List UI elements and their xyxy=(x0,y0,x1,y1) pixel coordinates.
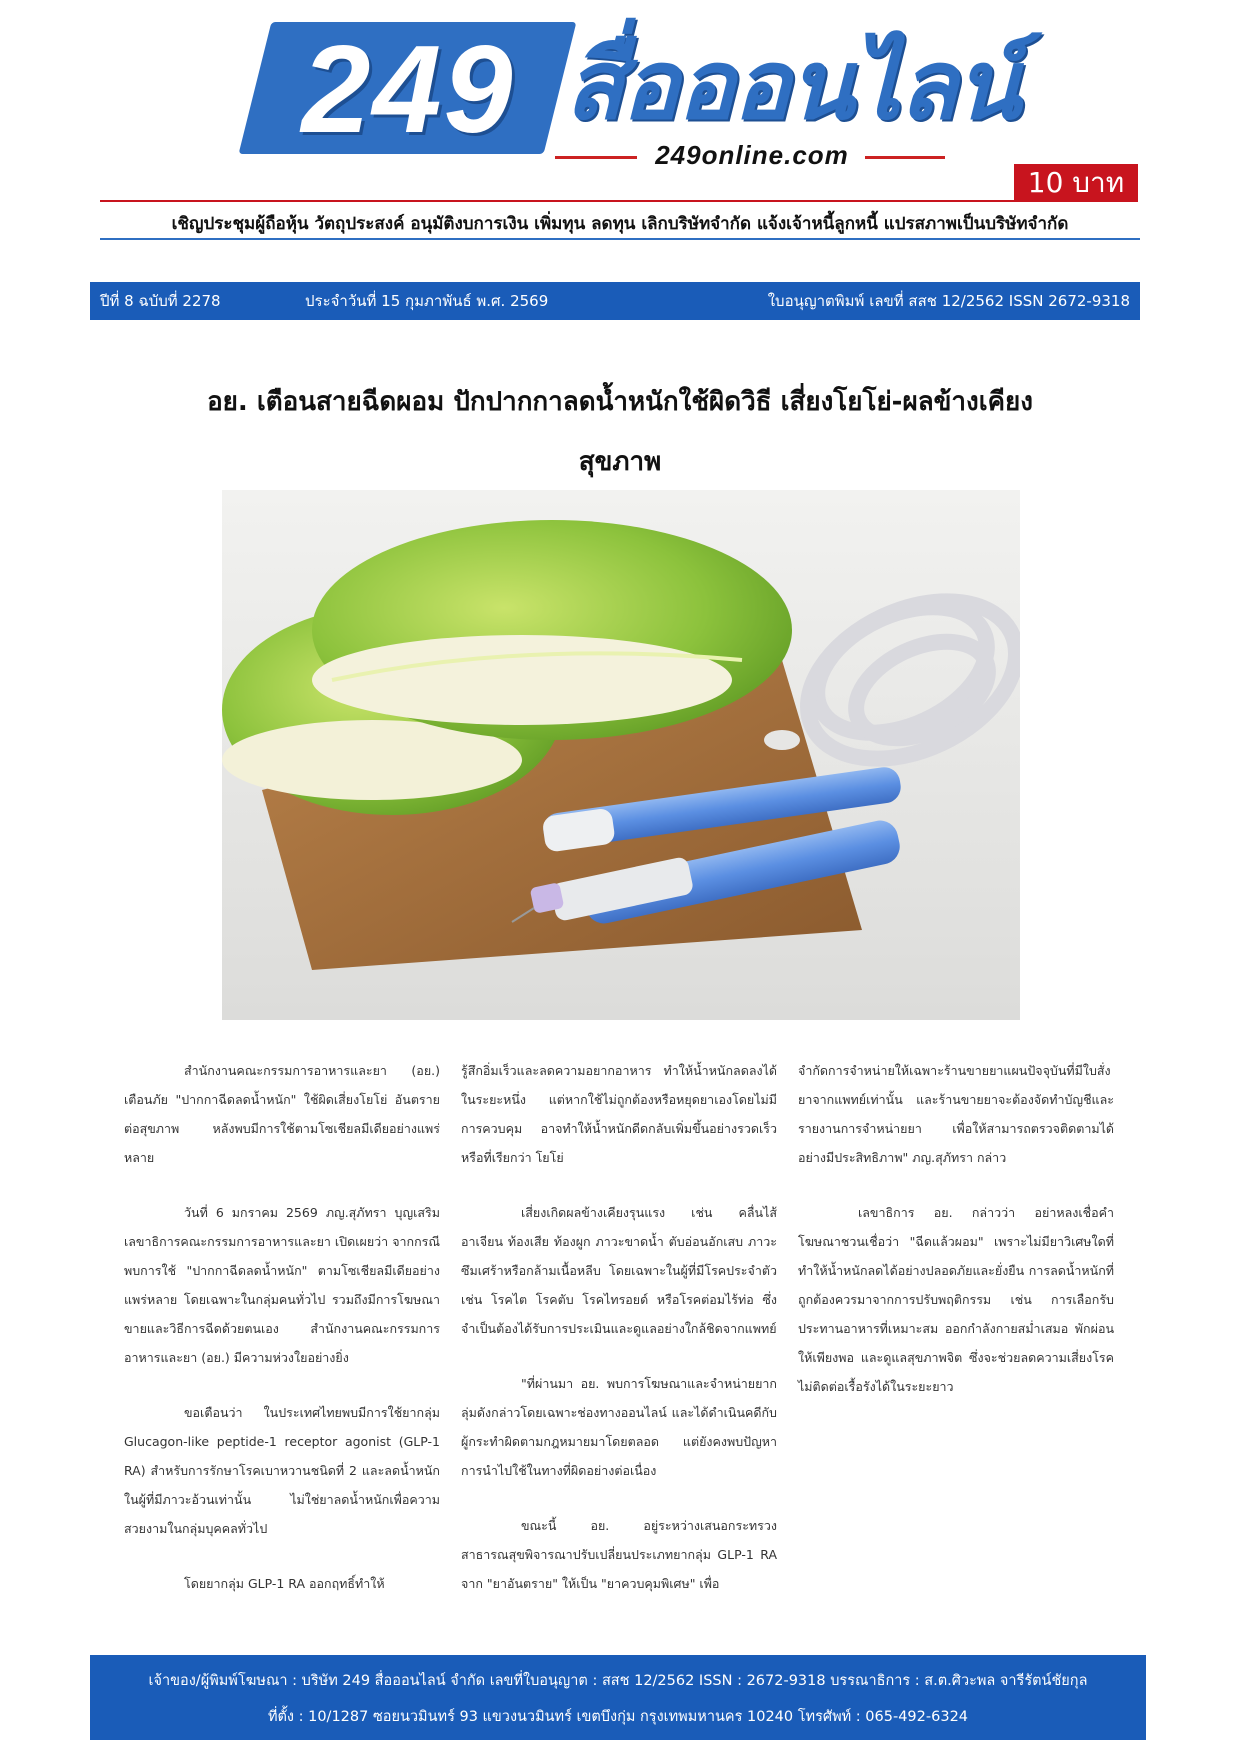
paragraph: ขอเตือนว่า ในประเทศไทยพบมีการใช้ยากลุ่ม Glucagon-like peptide-1 receptor agonist (GLP-1 RA) สำหรับการรักษาโรคเบาหวานชนิดที่ 2 และลดน้ำหนักในผู้ที่มีภาวะอ้วนเท่านั้น ไม่ใช่ยาลดน้ำหนักเพื่อความสวยงามในกลุ่มบุคคลทั่วไป xyxy=(124,1405,440,1536)
footer-address-line: ที่ตั้ง : 10/1287 ซอยนวมินทร์ 93 แขวงนวมินทร์ เขตบึงกุ่ม กรุงเทพมหานคร 10240 โทรศัพท์ : 065-492-6324 xyxy=(267,1709,969,1725)
paragraph: จำกัดการจำหน่ายให้เฉพาะร้านขายยาแผนปัจจุบันที่มีใบสั่งยาจากแพทย์เท่านั้น และร้านขายยาจะต้องจัดทำบัญชีและรายงานการจำหน่ายยา เพื่อให้สามารถตรวจติดตามได้อย่างมีประสิทธิภาพ" ภญ.สุภัทรา กล่าว xyxy=(798,1063,1114,1165)
paragraph: สำนักงานคณะกรรมการอาหารและยา (อย.) เตือนภัย "ปากกาฉีดลดน้ำหนัก" ใช้ผิดเสี่ยงโยโย่ อันตรายต่อสุขภาพ หลังพบมีการใช้ตามโซเชียลมีเดียอย่างแพร่หลาย xyxy=(124,1063,440,1165)
logo-url: 249online.com xyxy=(655,140,849,170)
paragraph: ขณะนี้ อย. อยู่ระหว่างเสนอกระทรวงสาธารณสุขพิจารณาปรับเปลี่ยนประเภทยากลุ่ม GLP-1 RA จาก "ยาอันตราย" ให้เป็น "ยาควบคุมพิเศษ" เพื่อ xyxy=(461,1518,777,1591)
price-badge: 10 บาท xyxy=(1014,164,1138,202)
paragraph: เสี่ยงเกิดผลข้างเคียงรุนแรง เช่น คลื่นไส้ อาเจียน ท้องเสีย ท้องผูก ภาวะขาดน้ำ ตับอ่อนอักเสบ ภาวะซึมเศร้าหรือกล้ามเนื้อหลีบ โดยเฉพาะในผู้ที่มีโรคประจำตัว เช่น โรคไต โรคตับ โรคไทรอยด์ หรือโรคต่อมไร้ท่อ ซึ่งจำเป็นต้องได้รับการประเมินและดูแลอย่างใกล้ชิดจากแพทย์ xyxy=(461,1205,777,1336)
paragraph: เลขาธิการ อย. กล่าวว่า อย่าหลงเชื่อคำโฆษณาชวนเชื่อว่า "ฉีดแล้วผอม" เพราะไม่มียาวิเศษใดที่ทำให้น้ำหนักลดได้อย่างปลอดภัยและยั่งยืน การลดน้ำหนักที่ถูกต้องควรมาจากการปรับพฤติกรรม เช่น การเลือกรับประทานอาหารที่เหมาะสม ออกกำลังกายสม่ำเสมอ พักผ่อนให้เพียงพอ และดูแลสุขภาพจิต ซึ่งจะช่วยลดความเสี่ยงโรคไม่ติดต่อเรื้อรังได้ในระยะยาว xyxy=(798,1205,1114,1394)
lettuce-right-cut xyxy=(312,635,732,725)
footer-publisher-line: เจ้าของ/ผู้พิมพ์โฆษณา : บริษัท 249 สื่อออนไลน์ จำกัด เลขที่ใบอนุญาต : สสช 12/2562 ISSN : 2672-9318 บรรณาธิการ : ส.ต.ศิวะพล จารีรัตน์ชัยกุล xyxy=(148,1673,1088,1689)
masthead-tagline: เชิญประชุมผู้ถือหุ้น วัตถุประสงค์ อนุมัติงบการเงิน เพิ่มทุน ลดทุน เลิกบริษัทจำกัด แจ้งเจ้าหนี้ลูกหนี้ แปรสภาพเป็นบริษัทจำกัด xyxy=(171,214,1069,234)
masthead-logo xyxy=(255,22,1155,172)
article-photo xyxy=(222,490,1020,1020)
issue-date: ประจำวันที่ 15 กุมภาพันธ์ พ.ศ. 2569 xyxy=(305,292,549,310)
article-column-1 xyxy=(124,1056,440,1624)
article-column-2 xyxy=(461,1056,777,1624)
logo-thai-name: สื่อออนไลน์ xyxy=(565,29,1019,141)
paragraph: วันที่ 6 มกราคม 2569 ภญ.สุภัทรา บุญเสริม เลขาธิการคณะกรรมการอาหารและยา เปิดเผยว่า จากกรณีพบการใช้ "ปากกาฉีดลดน้ำหนัก" ตามโซเชียลมีเดียอย่างแพร่หลาย โดยเฉพาะในกลุ่มคนทั่วไป รวมถึงมีการโฆษณาขายและวิธีการฉีดด้วยตนเอง สำนักงานคณะกรรมการอาหารและยา (อย.) มีความห่วงใยอย่างยิ่ง xyxy=(124,1205,440,1365)
publisher-footer xyxy=(90,1655,1146,1740)
issue-info-bar xyxy=(90,282,1140,320)
board-handle-hole xyxy=(764,730,800,750)
logo-number: 249 xyxy=(301,21,515,159)
masthead-red-rule xyxy=(100,200,1014,202)
paragraph: "ที่ผ่านมา อย. พบการโฆษณาและจำหน่ายยากลุ่มดังกล่าวโดยเฉพาะช่องทางออนไลน์ และได้ดำเนินคดีกับผู้กระทำผิดตามกฎหมายมาโดยตลอด แต่ยังคงพบปัญหาการนำไปใช้ในทางที่ผิดอย่างต่อเนื่อง xyxy=(461,1376,777,1478)
article-column-3 xyxy=(798,1056,1114,1427)
logo-divider-right xyxy=(865,156,945,159)
issue-number: ปีที่ 8 ฉบับที่ 2278 xyxy=(100,292,221,310)
logo-divider-left xyxy=(555,156,637,159)
paragraph: รู้สึกอิ่มเร็วและลดความอยากอาหาร ทำให้น้ำหนักลดลงได้ในระยะหนึ่ง แต่หากใช้ไม่ถูกต้องหรือหยุดยาเองโดยไม่มีการควบคุม อาจทำให้น้ำหนักดีดกลับเพิ่มขึ้นอย่างรวดเร็ว หรือที่เรียกว่า โยโย่ xyxy=(461,1063,777,1165)
article-headline xyxy=(140,372,1100,492)
headline-line-2: สุขภาพ xyxy=(578,447,662,477)
issue-license: ใบอนุญาตพิมพ์ เลขที่ สสช 12/2562 ISSN 2672-9318 xyxy=(767,292,1130,310)
headline-line-1: อย. เตือนสายฉีดผอม ปักปากกาลดน้ำหนักใช้ผิดวิธี เสี่ยงโยโย่-ผลข้างเคียง xyxy=(207,387,1033,417)
paragraph: โดยยากลุ่ม GLP-1 RA ออกฤทธิ์ทำให้ xyxy=(184,1576,385,1591)
masthead-blue-rule xyxy=(100,238,1140,240)
